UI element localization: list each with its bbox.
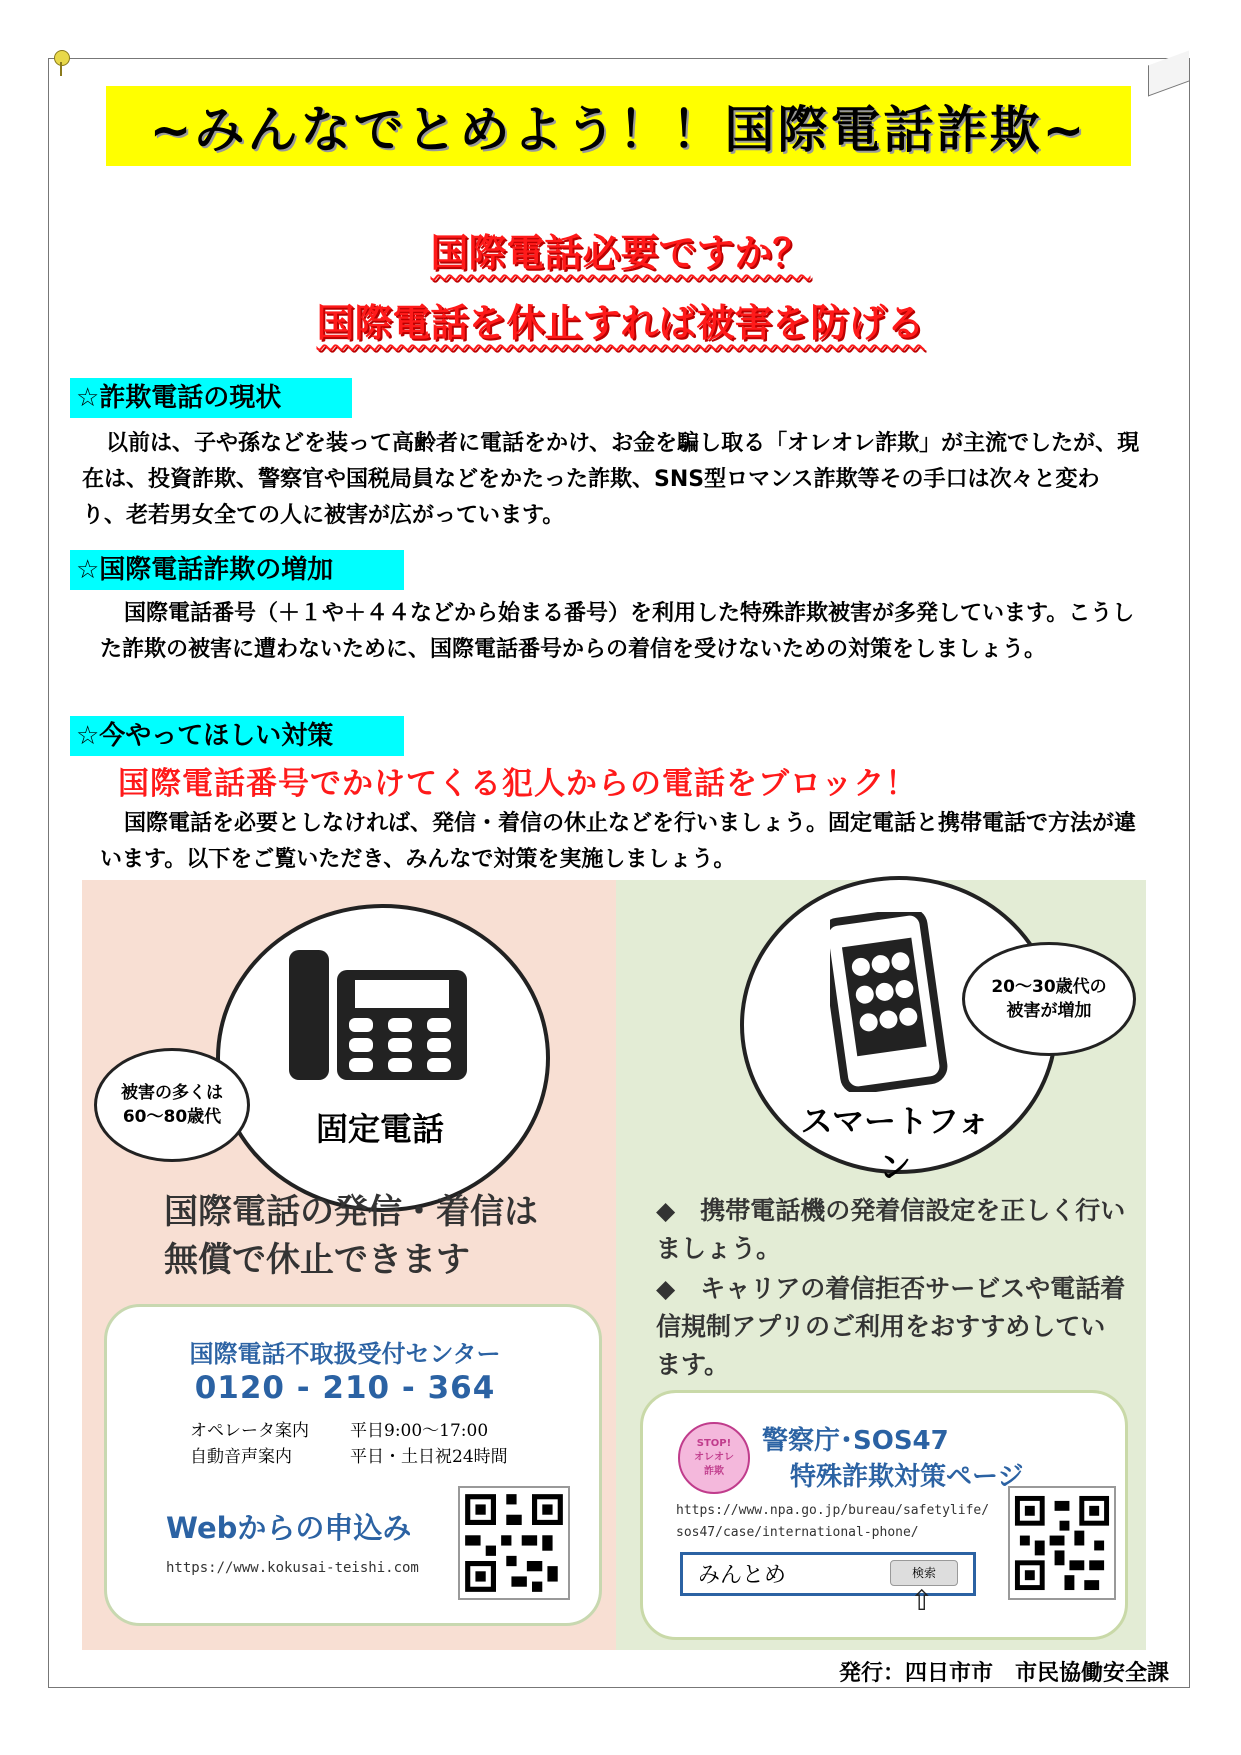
bullet-item: ◆ 携帯電話機の発着信設定を正しく行いましょう。 [656,1196,1126,1263]
hours-value: 平日・土日祝24時間 [350,1447,508,1467]
search-button[interactable]: 検索 [890,1560,958,1586]
search-input-text: みんとめ [698,1563,787,1588]
section-heading-measures: ☆今やってほしい対策 [70,716,404,756]
landline-age-bubble [94,1048,250,1162]
sos47-title: 警察庁･SOS47 [762,1426,949,1456]
hours-row [190,1418,508,1444]
headline-question: 国際電話必要ですか？ [430,231,811,275]
smartphone-label: スマートフォン [800,1102,990,1186]
pushpin-stem [60,62,62,76]
badge-text: STOP! オレオレ 詐欺 [694,1438,734,1477]
smartphone-icon [830,912,950,1092]
section-heading-increase: ☆国際電話詐欺の増加 [70,550,404,590]
hours-label: 自動音声案内 [190,1447,292,1467]
landline-message [164,1188,538,1284]
section-body-current: 以前は、子や孫などを装って高齢者に電話をかけ、お金を騙し取る「オレオレ詐欺」が主流でしたが、現在は、投資詐欺、警察官や国税局員などをかたった詐欺、SNS型ロマンス詐欺等その手口は次々と変わり、老若男女全ての人に被害が広がっています。 [82,431,1140,528]
headline-prevent: 国際電話を休止すれば被害を防げる [316,301,925,345]
landline-message-line-1: 国際電話の発信・着信は [164,1192,538,1232]
smartphone-bullet-list [656,1192,1126,1386]
sos47-subtitle: 特殊詐欺対策ページ [790,1462,1024,1492]
landline-message-line-2: 無償で休止できます [164,1240,470,1280]
section-body-increase: 国際電話番号（＋１や＋４４などから始まる番号）を利用した特殊詐欺被害が多発しています。こうした詐欺の被害に遭わないために、国際電話番号からの着信を受けないための対策をしましょう。 [100,601,1135,662]
hours-row [190,1444,508,1470]
pushpin-icon [54,50,70,66]
hours-label: オペレータ案内 [190,1421,309,1441]
arrow-up-icon: ⇧ [910,1584,934,1617]
web-application-label: Webからの申込み [166,1511,412,1545]
title-banner [106,86,1131,166]
landline-age-text: 被害の多くは 60～80歳代 [121,1083,223,1127]
landline-label: 固定電話 [315,1110,444,1148]
page-title: ~みんなでとめよう！！国際電話詐欺~ [149,101,1088,159]
smartphone-age-bubble [962,942,1136,1056]
smartphone-age-text: 20～30歳代の 被害が増加 [991,977,1107,1021]
web-application-link[interactable]: https://www.kokusai-teishi.com [166,1560,419,1576]
center-phone-number[interactable]: 0120 - 210 - 364 [194,1370,496,1406]
block-call-title: 国際電話番号でかけてくる犯人からの電話をブロック！ [118,766,918,802]
qr-code-icon[interactable] [1008,1486,1116,1600]
stop-fraud-badge-icon [678,1422,750,1494]
center-name: 国際電話不取扱受付センター [189,1340,501,1368]
bullet-item: ◆ キャリアの着信拒否サービスや電話着信規制アプリのご利用をおすすめしています。 [656,1274,1126,1379]
center-hours [190,1418,508,1470]
publisher-footer: 発行：四日市市 市民協働安全課 [838,1661,1169,1686]
qr-code-icon[interactable] [458,1486,570,1600]
section-heading-current: ☆詐欺電話の現状 [70,378,352,418]
section-body-measures: 国際電話を必要としなければ、発信・着信の休止などを行いましょう。固定電話と携帯電話で方法が違います。以下をご覧いただき、みんなで対策を実施しましょう。 [100,811,1137,872]
hours-value: 平日9:00～17:00 [350,1421,489,1441]
sos47-link[interactable]: https://www.npa.go.jp/bureau/safetylife/sos47/case/international-phone/ [676,1503,990,1540]
landline-phone-icon [285,940,475,1090]
